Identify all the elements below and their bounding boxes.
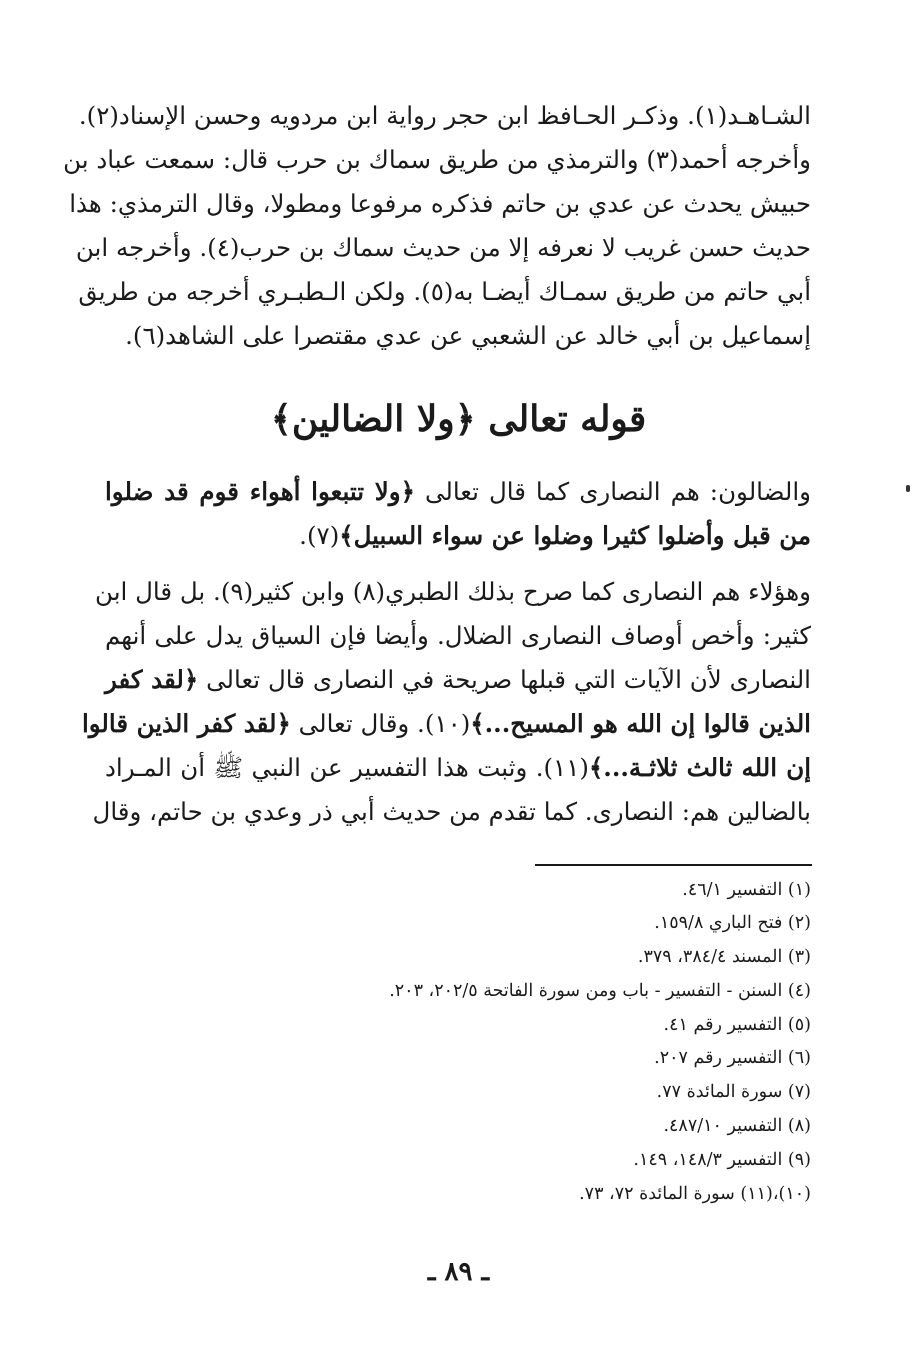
quran-quote: ﴿ولا تتبعوا أهواء قوم قد ضلوا [105, 477, 415, 506]
body-line-6: إسماعيل بن أبي خالد عن الشعبي عن عدي مقتصرا على الشاهد(٦). [125, 321, 811, 350]
quran-quote: ﴿لقد كفر الذين قالوا [81, 709, 291, 738]
body-line-3: حبيش يحدث عن عدي بن حاتم فذكره مرفوعا ومطولا، وقال الترمذي: هذا [69, 189, 811, 218]
body-line-4: حديث حسن غريب لا نعرفه إلا من حديث سماك بن حرب(٤). وأخرجه ابن [75, 233, 811, 262]
para3-text: النصارى لأن الآيات التي قبلها صريحة في النصارى قال تعالى [198, 665, 811, 694]
section-heading: قوله تعالى ﴿ولا الضالين﴾ [270, 398, 647, 440]
quran-quote: الذين قالوا إن الله هو المسيح...﴾ [470, 709, 811, 738]
para3-line-3 [105, 660, 811, 700]
para3-line-2: كثير: وأخص أوصاف النصارى الضلال. وأيضا فإن السياق يدل على أنهم [105, 621, 811, 650]
quran-quote: من قبل وأضلوا كثيرا وضلوا عن سواء السبيل﴾ [339, 521, 811, 550]
para3-text: (١١). وثبت هذا التفسير عن النبي ﷺ أن المـراد [105, 753, 589, 782]
body-line-5: أبي حاتم من طريق سمـاك أيضـا به(٥). ولكن الـطبـري أخرجه من طريق [78, 277, 811, 306]
footnote: (٤) السنن - التفسير - باب ومن سورة الفاتحة ٢٠٢/٥، ٢٠٣. [389, 981, 811, 1001]
footnote: (٢) فتح الباري ١٥٩/٨. [654, 913, 811, 933]
page-number: ـ ٨٩ ـ [427, 1257, 490, 1287]
quran-quote: ﴿لقد كفر [105, 665, 199, 694]
footnote-separator [535, 864, 812, 866]
para2-text: والضالون: هم النصارى كما قال تعالى [414, 477, 811, 506]
para3-line-5 [105, 748, 811, 788]
footnote: (٣) المسند ٣٨٤/٤، ٣٧٩. [637, 947, 811, 967]
footnote: (٧) سورة المائدة ٧٧. [656, 1082, 811, 1102]
footnote: (٦) التفسير رقم ٢٠٧. [654, 1048, 811, 1068]
footnote: (٩) التفسير ١٤٨/٣، ١٤٩. [633, 1150, 811, 1170]
para3-text: (١٠). وقال تعالى [290, 709, 471, 738]
para2-line-2 [105, 516, 811, 556]
margin-speck [906, 485, 910, 492]
footnote: (١) التفسير ٤٦/١. [682, 880, 811, 900]
quran-quote: إن الله ثالث ثلاثـة...﴾ [588, 753, 811, 782]
footnote: (٨) التفسير ٤٨٧/١٠. [663, 1116, 811, 1136]
para3-line-4 [81, 704, 811, 744]
body-line-2: وأخرجه أحمد(٣) والترمذي من طريق سماك بن حرب قال: سمعت عباد بن [63, 145, 811, 174]
body-line-1: الشـاهـد(١). وذكـر الحـافظ ابن حجر رواية ابن مردويه وحسن الإسناد(٢). [78, 101, 811, 130]
footnote: (٥) التفسير رقم ٤١. [663, 1015, 811, 1035]
footnote: (١٠)،(١١) سورة المائدة ٧٢، ٧٣. [579, 1184, 811, 1204]
para3-line-6: بالضالين هم: النصارى. كما تقدم من حديث أبي ذر وعدي بن حاتم، وقال [92, 797, 811, 826]
footnote-ref: (٧). [299, 521, 340, 550]
para2-line-1 [105, 472, 811, 512]
para3-line-1: وهؤلاء هم النصارى كما صرح بذلك الطبري(٨) وابن كثير(٩). بل قال ابن [95, 577, 811, 606]
